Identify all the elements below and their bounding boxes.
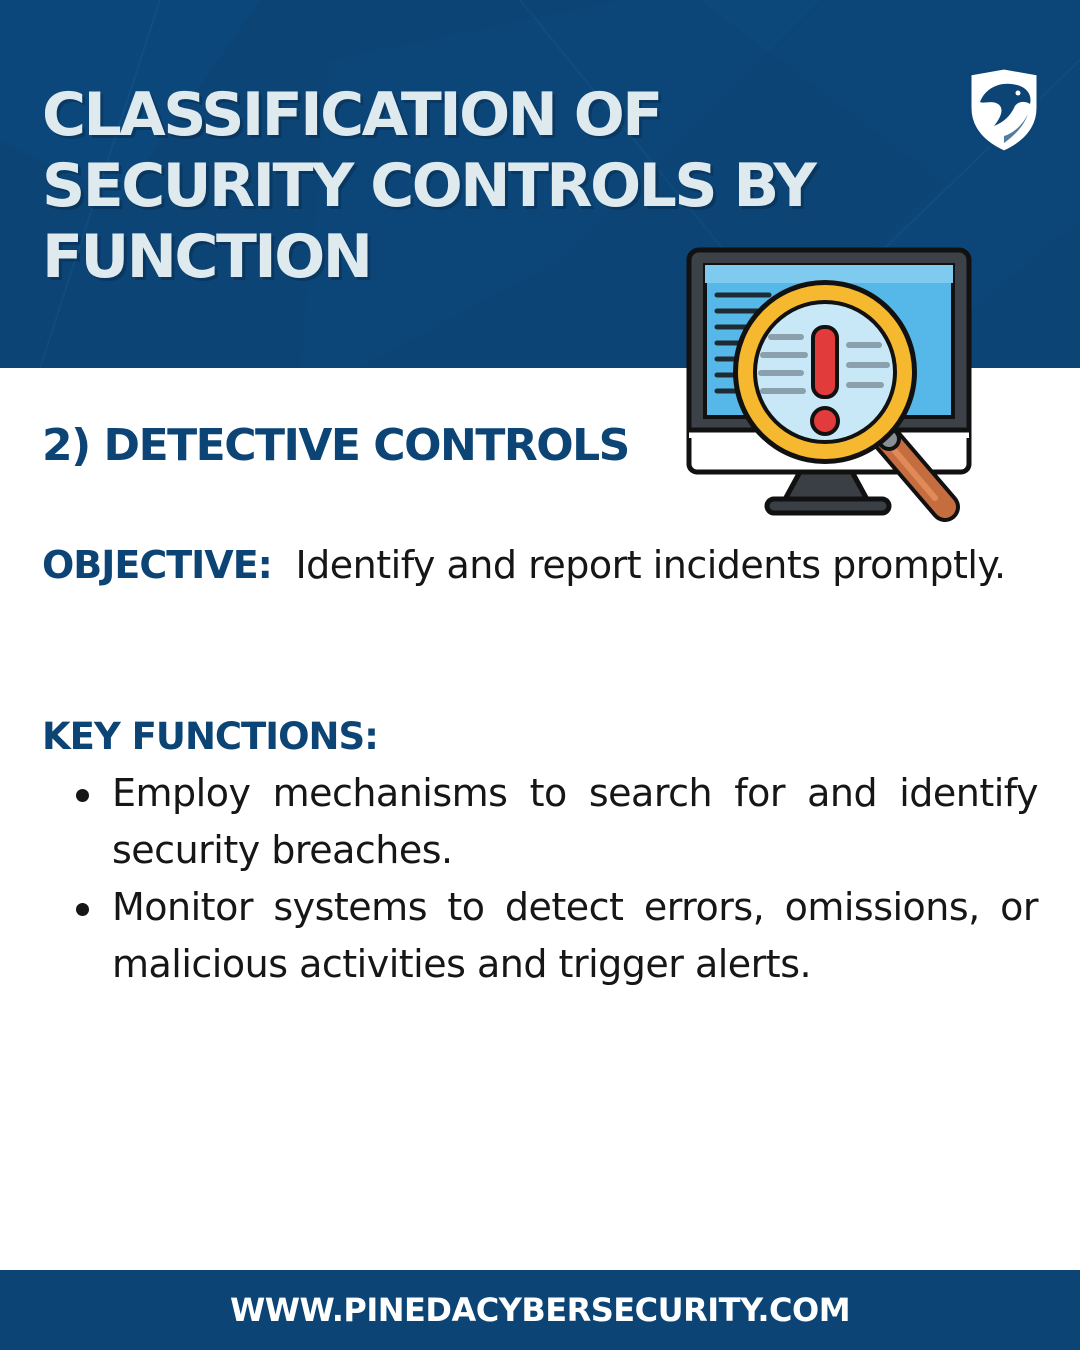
website-link[interactable]: WWW.PINEDACYBERSECURITY.COM	[229, 1291, 851, 1329]
footer-bar	[0, 1270, 1080, 1350]
eagle-shield-icon	[964, 64, 1044, 154]
bullet-icon	[76, 789, 89, 802]
objective-paragraph	[42, 536, 1038, 594]
objective-text: Identify and report incidents promptly.	[295, 543, 1006, 587]
section-heading: 2) DETECTIVE CONTROLS	[42, 420, 629, 471]
list-item-text: Employ mechanisms to search for and identify security breaches.	[112, 771, 1038, 872]
monitor-magnifier-alert-icon	[683, 245, 975, 530]
list-item	[112, 765, 1038, 879]
page-title: CLASSIFICATION OF SECURITY CONTROLS BY FUNCTION	[42, 80, 815, 292]
key-functions-list	[112, 765, 1038, 993]
list-item	[112, 879, 1038, 993]
key-functions-heading: KEY FUNCTIONS:	[42, 715, 378, 758]
bullet-icon	[76, 903, 89, 916]
list-item-text: Monitor systems to detect errors, omissions, or malicious activities and trigger alerts.	[112, 885, 1038, 986]
objective-label: OBJECTIVE:	[42, 543, 272, 587]
